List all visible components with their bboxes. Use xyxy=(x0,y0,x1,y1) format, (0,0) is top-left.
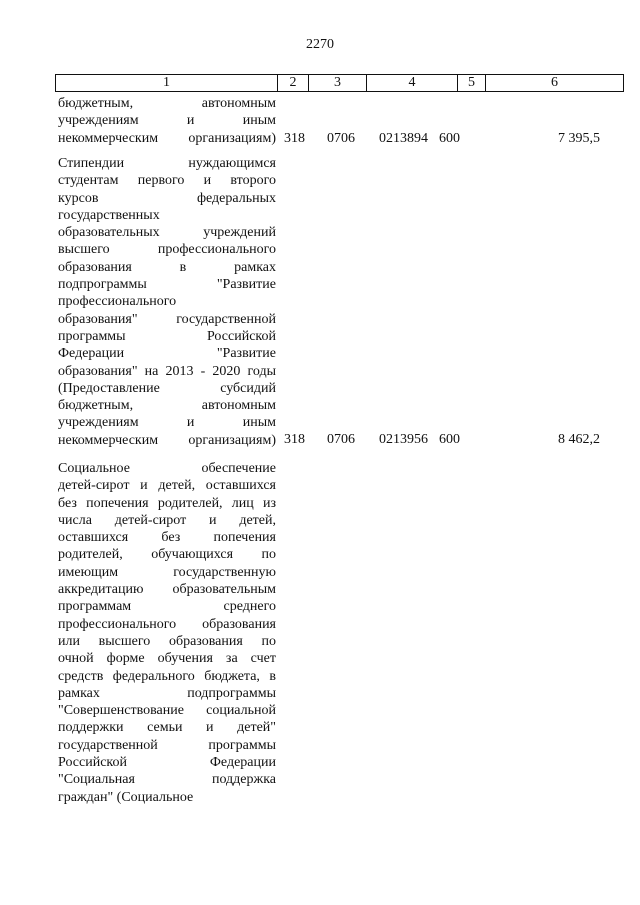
row-description xyxy=(58,95,276,147)
description-line: рамках подпрограммы xyxy=(58,685,276,701)
row-code-c4: 0213894 xyxy=(379,131,428,146)
description-line: родителей, обучающихся по xyxy=(58,547,276,563)
column-header-6: 6 xyxy=(486,75,624,92)
description-line: профессионального xyxy=(58,294,177,310)
description-line: программы Российской xyxy=(58,328,276,344)
description-line: аккредитацию образовательным xyxy=(58,582,276,598)
description-line: профессионального образования xyxy=(58,616,276,632)
description-line: Социальное обеспечение xyxy=(58,461,276,476)
description-line: бюджетным, автономным xyxy=(58,398,276,414)
description-line: средств федерального бюджета, в xyxy=(58,668,276,684)
description-line: учреждениям и иным xyxy=(58,113,276,129)
description-line: или высшего образования по xyxy=(58,633,276,649)
description-line: образования в рамках xyxy=(58,259,276,275)
column-header-4: 4 xyxy=(367,75,458,92)
description-line: курсов федеральных xyxy=(58,190,276,206)
description-line: очной форме обучения за счет xyxy=(58,651,276,667)
row-code-c2: 318 xyxy=(284,131,305,146)
description-line: программам среднего xyxy=(58,599,276,615)
row-code-c2: 318 xyxy=(284,432,305,447)
column-header-2: 2 xyxy=(278,75,309,92)
description-line: высшего профессионального xyxy=(58,242,276,258)
description-line: детей-сирот и детей, оставшихся xyxy=(58,478,276,494)
description-line: подпрограммы "Развитие xyxy=(58,277,276,293)
description-line: Стипендии нуждающимся xyxy=(58,156,276,171)
description-line: учреждениям и иным xyxy=(58,415,276,431)
row-code-c5: 600 xyxy=(439,432,460,447)
description-line: Российской Федерации xyxy=(58,755,276,771)
table-row xyxy=(58,95,600,150)
page-number: 2270 xyxy=(306,37,334,52)
column-header-table xyxy=(55,74,624,92)
description-line: некоммерческим организациям) xyxy=(58,432,276,448)
row-code-c3: 0706 xyxy=(327,131,355,146)
description-line: образовательных учреждений xyxy=(58,225,276,241)
description-line: имеющим государственную xyxy=(58,564,276,580)
description-line: государственных xyxy=(58,207,160,223)
column-header-1: 1 xyxy=(56,75,278,92)
description-line: "Совершенствование социальной xyxy=(58,703,276,719)
description-line: оставшихся без попечения xyxy=(58,530,276,546)
description-line: Федерации "Развитие xyxy=(58,346,276,362)
description-line: поддержки семьи и детей" xyxy=(58,720,276,736)
description-line: образования" на 2013 - 2020 годы xyxy=(58,363,276,379)
description-line: "Социальная поддержка xyxy=(58,772,276,788)
row-amount: 7 395,5 xyxy=(558,131,600,146)
row-description xyxy=(58,460,276,806)
table-row xyxy=(58,460,600,810)
description-line: числа детей-сирот и детей, xyxy=(58,512,276,528)
row-description xyxy=(58,155,276,449)
column-header-5: 5 xyxy=(458,75,486,92)
description-line: граждан" (Социальное xyxy=(58,789,194,805)
description-line: (Предоставление субсидий xyxy=(58,380,276,396)
row-amount: 8 462,2 xyxy=(558,432,600,447)
row-code-c4: 0213956 xyxy=(379,432,428,447)
description-line: студентам первого и второго xyxy=(58,173,276,189)
table-row xyxy=(58,155,600,455)
row-code-c5: 600 xyxy=(439,131,460,146)
description-line: образования" государственной xyxy=(58,311,276,327)
description-line: государственной программы xyxy=(58,737,276,753)
description-line: без попечения родителей, лиц из xyxy=(58,495,276,511)
description-line: некоммерческим организациям) xyxy=(58,130,276,146)
column-header-3: 3 xyxy=(309,75,367,92)
row-code-c3: 0706 xyxy=(327,432,355,447)
description-line: бюджетным, автономным xyxy=(58,96,276,111)
